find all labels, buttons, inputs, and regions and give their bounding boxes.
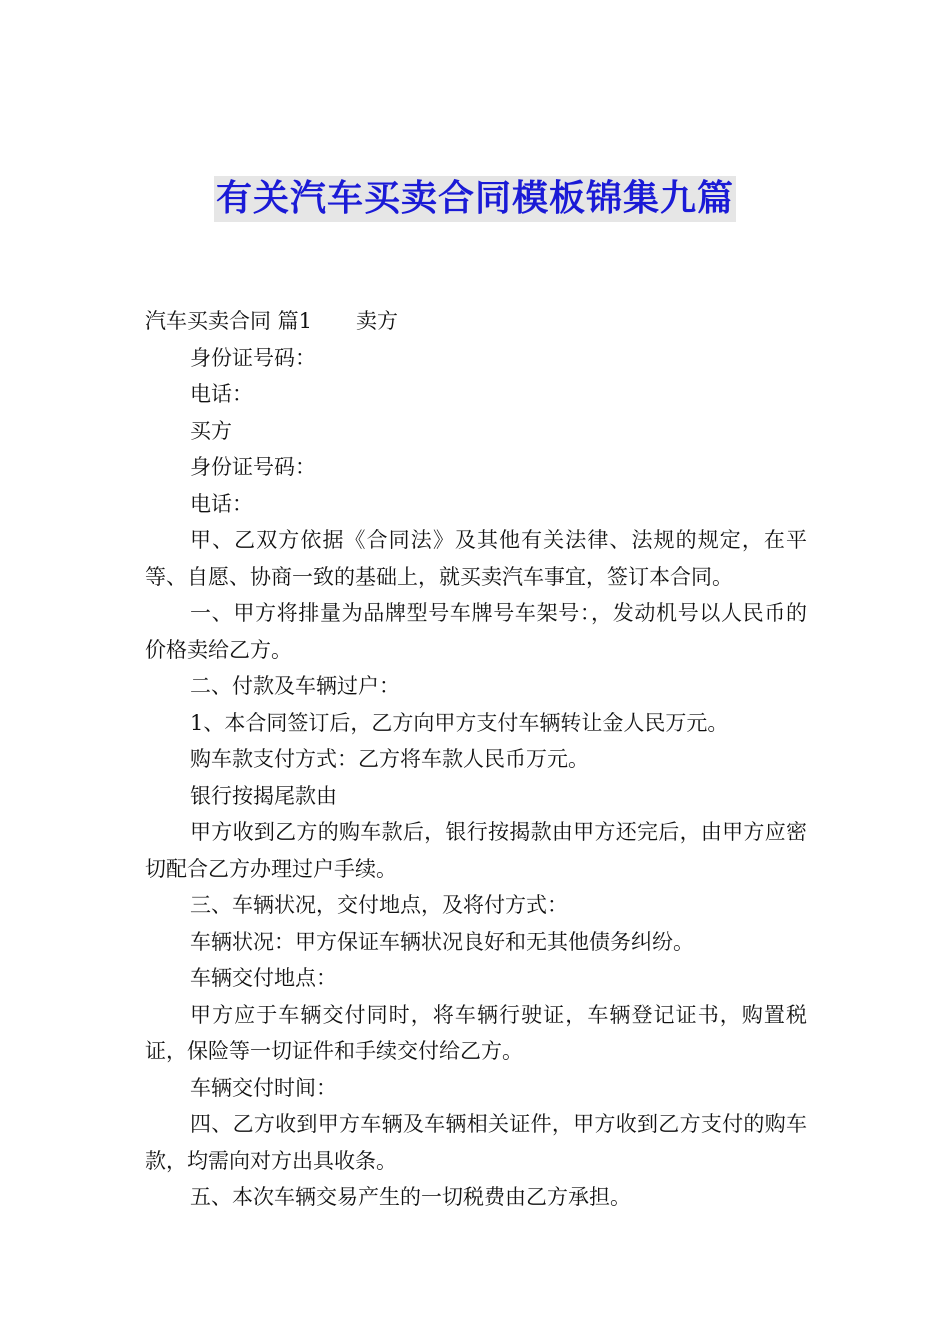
paragraph: 甲方应于车辆交付同时，将车辆行驶证，车辆登记证书，购置税证，保险等一切证件和手续交付给乙方。 — [145, 1002, 807, 1063]
paragraph: 1、本合同签订后，乙方向甲方支付车辆转让金人民万元。 — [190, 710, 729, 735]
section-first-line: 卖方 — [356, 309, 399, 333]
paragraph: 五、本次车辆交易产生的一切税费由乙方承担。 — [190, 1185, 631, 1209]
paragraph: 电话： — [190, 382, 253, 406]
title-container — [0, 176, 950, 222]
paragraph: 买方 — [190, 418, 232, 443]
paragraph: 车辆交付地点： — [190, 966, 337, 990]
paragraph: 购车款支付方式：乙方将车款人民币万元。 — [190, 747, 589, 771]
paragraph: 车辆状况：甲方保证车辆状况良好和无其他债务纠纷。 — [190, 929, 694, 954]
paragraph: 车辆交付时间： — [190, 1075, 337, 1100]
section-heading-line — [145, 303, 807, 340]
section-heading: 汽车买卖合同 篇1 — [145, 309, 313, 333]
paragraph: 二、付款及车辆过户： — [190, 674, 400, 698]
paragraph: 身份证号码： — [190, 345, 316, 370]
document-body — [145, 303, 807, 1216]
paragraph: 甲方收到乙方的购车款后，银行按揭款由甲方还完后，由甲方应密切配合乙方办理过户手续。 — [145, 820, 807, 881]
paragraph: 身份证号码： — [190, 455, 316, 479]
paragraph: 三、车辆状况，交付地点，及将付方式： — [190, 893, 568, 917]
paragraph: 电话： — [190, 491, 253, 516]
paragraph: 一、甲方将排量为品牌型号车牌号车架号：，发动机号以人民币的价格卖给乙方。 — [145, 601, 807, 662]
paragraph: 甲、乙双方依据《合同法》及其他有关法律、法规的规定，在平等、自愿、协商一致的基础上，就买卖汽车事宜，签订本合同。 — [145, 528, 807, 589]
document-title: 有关汽车买卖合同模板锦集九篇 — [214, 176, 736, 222]
paragraph: 银行按揭尾款由 — [190, 783, 337, 808]
paragraph: 四、乙方收到甲方车辆及车辆相关证件，甲方收到乙方支付的购车款，均需向对方出具收条。 — [145, 1112, 807, 1173]
